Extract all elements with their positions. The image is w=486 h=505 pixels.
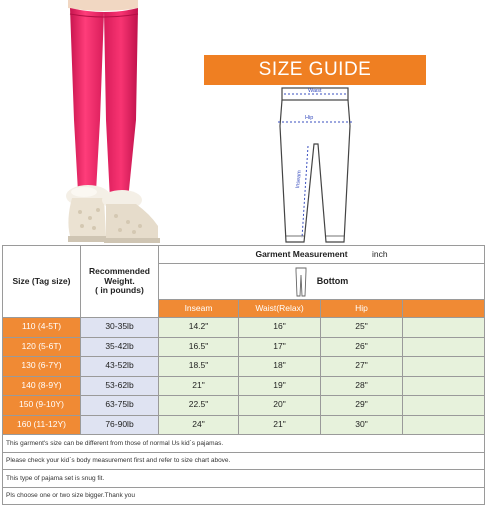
size-guide-banner (204, 55, 426, 85)
size-cell: 120 (5-6T) (3, 337, 81, 357)
hip-cell: 29" (321, 396, 403, 416)
table-row (3, 376, 485, 396)
inseam-cell: 18.5" (159, 357, 239, 377)
extra-cell (403, 337, 485, 357)
table-row (3, 415, 485, 435)
garment-measurement-header (159, 246, 485, 264)
bottom-header (159, 264, 485, 300)
note-text: This garment's size can be different from those of normal Us kid`s pajamas. (3, 435, 485, 453)
hip-cell: 25" (321, 318, 403, 338)
size-cell: 130 (6-7Y) (3, 357, 81, 377)
waist-cell: 20" (239, 396, 321, 416)
table-row (3, 357, 485, 377)
weight-header-line3: ( in pounds) (95, 285, 144, 296)
waist-cell: 21" (239, 415, 321, 435)
weight-cell: 53-62lb (81, 376, 159, 396)
weight-cell: 43-52lb (81, 357, 159, 377)
hip-cell: 26" (321, 337, 403, 357)
weight-cell: 30-35lb (81, 318, 159, 338)
size-table (2, 245, 485, 505)
size-cell: 160 (11-12Y) (3, 415, 81, 435)
table-row (3, 396, 485, 416)
note-row (3, 452, 485, 470)
weight-cell: 35-42lb (81, 337, 159, 357)
measurement-diagram (262, 86, 370, 246)
note-row (3, 487, 485, 505)
hip-label: Hip (305, 115, 314, 121)
size-guide-title: SIZE GUIDE (258, 59, 372, 80)
weight-cell: 63-75lb (81, 396, 159, 416)
note-row (3, 470, 485, 488)
weight-header-line2: Weight. (104, 275, 135, 286)
col-waist: Waist(Relax) (239, 300, 321, 318)
garment-header-label: Garment Measurement (255, 248, 348, 259)
bottom-label: Bottom (316, 276, 349, 287)
inseam-label: Inseam (295, 170, 303, 189)
inseam-cell: 24" (159, 415, 239, 435)
note-text: Please check your kid`s body measurement first and refer to size chart above. (3, 452, 485, 470)
hip-cell: 30" (321, 415, 403, 435)
col-inseam: Inseam (159, 300, 239, 318)
extra-cell (403, 357, 485, 377)
unit-label: inch (371, 248, 388, 259)
extra-cell (403, 396, 485, 416)
size-cell: 110 (4-5T) (3, 318, 81, 338)
extra-cell (403, 318, 485, 338)
table-row (3, 318, 485, 338)
table-row (3, 337, 485, 357)
waist-cell: 16" (239, 318, 321, 338)
weight-header-line1: Recommended (89, 265, 150, 276)
size-cell: 140 (8-9Y) (3, 376, 81, 396)
hip-cell: 27" (321, 357, 403, 377)
col-hip: Hip (321, 300, 403, 318)
inseam-cell: 16.5" (159, 337, 239, 357)
note-row (3, 435, 485, 453)
product-photo (0, 0, 200, 246)
weight-header (81, 246, 159, 318)
inseam-cell: 22.5" (159, 396, 239, 416)
note-text: Pls choose one or two size bigger.Thank you (3, 487, 485, 505)
pants-icon (295, 267, 307, 297)
note-text: This type of pajama set is snug fit. (3, 470, 485, 488)
hip-cell: 28" (321, 376, 403, 396)
size-cell: 150 (9-10Y) (3, 396, 81, 416)
extra-cell (403, 376, 485, 396)
col-extra (403, 300, 485, 318)
extra-cell (403, 415, 485, 435)
size-header: Size (Tag size) (3, 246, 81, 318)
waist-cell: 18" (239, 357, 321, 377)
waist-cell: 19" (239, 376, 321, 396)
waist-label: Waist (308, 88, 322, 94)
weight-cell: 76-90lb (81, 415, 159, 435)
inseam-cell: 14.2" (159, 318, 239, 338)
inseam-cell: 21" (159, 376, 239, 396)
waist-cell: 17" (239, 337, 321, 357)
